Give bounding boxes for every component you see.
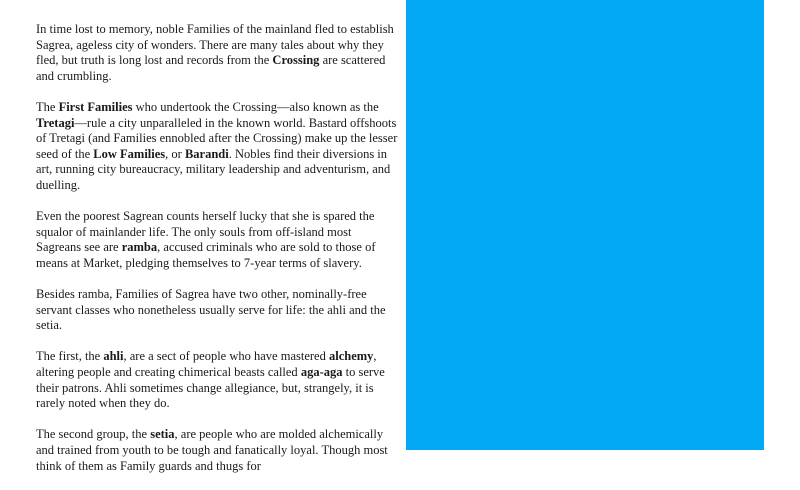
text-run: —rule a city unparalleled in the known world. Bastard offshoots of Tretagi (and Families ennobled after the Crossing) make up the lesser seed of the (36, 115, 398, 161)
bold-term: ahli (103, 349, 124, 364)
blue-image-panel (406, 0, 764, 450)
paragraph-2 (36, 100, 398, 194)
text-run: , or (165, 146, 185, 161)
text-run: The first, the (36, 349, 104, 364)
paragraph-4 (36, 287, 398, 334)
text-run: , accused criminals who are sold to those of means at Market, pledging themselves to 7-year terms of slavery. (36, 240, 376, 270)
bold-term: Tretagi (36, 115, 75, 130)
bold-term: Barandi (184, 146, 229, 161)
bold-term: Crossing (272, 53, 320, 68)
text-run: The (36, 99, 59, 114)
text-run: Besides ramba, Families of Sagrea have two other, nominally-free servant classes who nonetheless usually serve for life: the ahli and the setia. (36, 287, 386, 333)
bold-term: alchemy (328, 349, 374, 364)
bold-term: aga-aga (300, 365, 343, 380)
text-run: are scattered and crumbling. (36, 53, 386, 83)
paragraph-3 (36, 209, 398, 271)
text-run: to serve their patrons. Ahli sometimes change allegiance, but, strangely, it is rarely noted when they do. (36, 365, 385, 411)
text-run: . Nobles find their diversions in art, running city bureaucracy, military leadership and adventurism, and duelling. (36, 146, 391, 192)
bold-term: setia (150, 427, 175, 442)
bold-term: ramba (121, 240, 158, 255)
body-text (36, 22, 398, 490)
text-run: In time lost to memory, noble Families of the mainland fled to establish Sagrea, ageless city of wonders. There are many tales about why they fled, but truth is long lost and records from the (36, 22, 394, 68)
bold-term: Low Families (93, 146, 166, 161)
text-run: who undertook the Crossing—also known as the (132, 99, 379, 114)
text-run: The second group, the (36, 427, 151, 442)
text-run: Even the poorest Sagrean counts herself lucky that she is spared the squalor of mainlander life. The only souls from off-island most Sagreans see are (36, 209, 375, 255)
paragraph-1 (36, 22, 398, 84)
text-run: , are a sect of people who have mastered (123, 349, 329, 364)
text-run: , are people who are molded alchemically and trained from youth to be tough and fanatically loyal. Though most think of them as Family guards and thugs for (36, 427, 388, 473)
paragraph-6 (36, 427, 398, 474)
bold-term: First Families (58, 99, 133, 114)
text-run: , altering people and creating chimerical beasts called (36, 349, 377, 380)
paragraph-5 (36, 349, 398, 411)
